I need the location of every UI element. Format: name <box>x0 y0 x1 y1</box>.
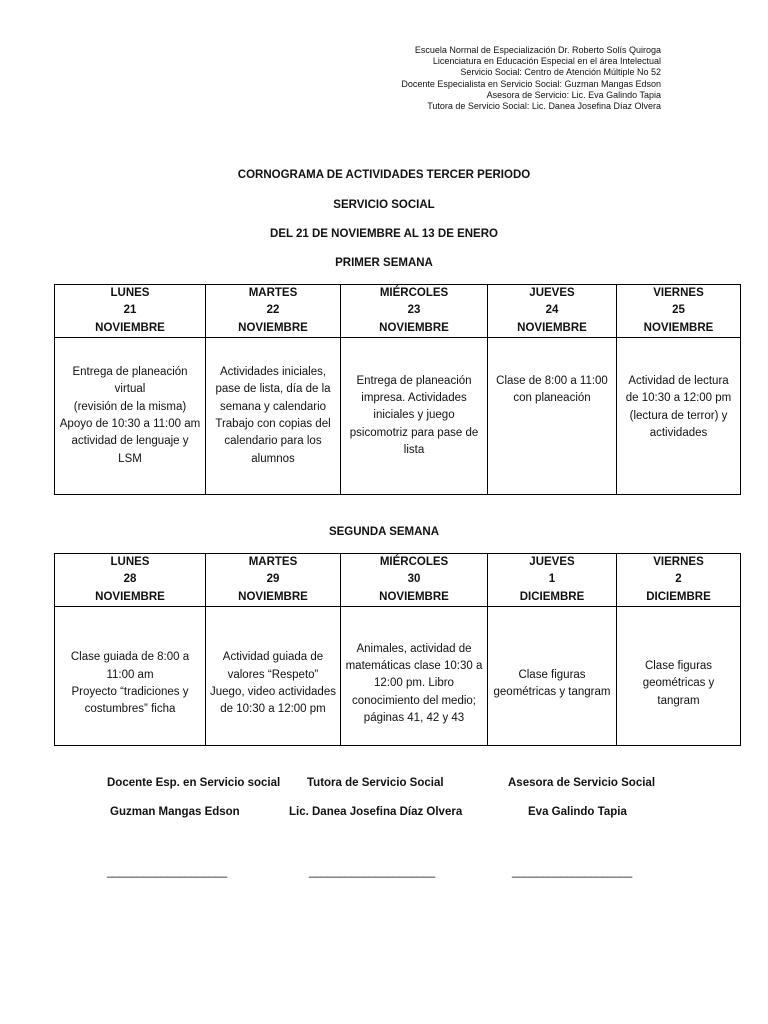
activity-cell: Clase de 8:00 a 11:00 con planeación <box>488 338 617 495</box>
day-header-martes: MARTES 29 NOVIEMBRE <box>206 554 341 607</box>
signature-line-asesora: ____________________ <box>512 866 632 878</box>
activity-cell: Actividad guiada de valores “Respeto” Juego, video actividades de 10:30 a 12:00 pm <box>206 607 341 746</box>
header-line: Licenciatura en Educación Especial en el área Intelectual <box>432 56 661 67</box>
week1-schedule-table <box>54 284 741 495</box>
day-header-lunes: LUNES 21 NOVIEMBRE <box>55 285 206 338</box>
date-range: DEL 21 DE NOVIEMBRE AL 13 DE ENERO <box>270 228 498 240</box>
day-header-lunes: LUNES 28 NOVIEMBRE <box>55 554 206 607</box>
header-line: Asesora de Servicio: Lic. Eva Galindo Tapia <box>486 89 661 100</box>
table-row <box>55 338 741 495</box>
signature-name-tutora: Lic. Danea Josefina Díaz Olvera <box>289 806 463 818</box>
header-line: Tutora de Servicio Social: Lic. Danea Josefina Díaz Olvera <box>427 101 661 112</box>
signature-name-docente: Guzman Mangas Edson <box>110 806 240 818</box>
table-header-row <box>55 554 741 607</box>
header-line: Servicio Social: Centro de Atención Múltiple No 52 <box>460 67 661 78</box>
activity-cell: Clase figuras geométricas y tangram <box>488 607 617 746</box>
day-header-miercoles: MIÉRCOLES 23 NOVIEMBRE <box>341 285 488 338</box>
signature-role-asesora: Asesora de Servicio Social <box>508 777 656 789</box>
activity-cell: Clase figuras geométricas y tangram <box>617 607 741 746</box>
signature-line-docente: ____________________ <box>107 866 227 878</box>
signature-role-tutora: Tutora de Servicio Social <box>307 777 444 789</box>
day-header-viernes: VIERNES 2 DICIEMBRE <box>617 554 741 607</box>
activity-cell: Animales, actividad de matemáticas clase 10:30 a 12:00 pm. Libro conocimiento del medio; páginas 41, 42 y 43 <box>341 607 488 746</box>
header-line: Escuela Normal de Especialización Dr. Roberto Solís Quiroga <box>414 45 661 55</box>
document-subtitle: SERVICIO SOCIAL <box>333 199 435 211</box>
activity-cell: Entrega de planeación impresa. Actividades iniciales y juego psicomotriz para pase de lista <box>341 338 488 495</box>
week1-title: PRIMER SEMANA <box>335 257 433 269</box>
week2-schedule-table <box>54 553 741 746</box>
day-header-jueves: JUEVES 24 NOVIEMBRE <box>488 285 617 338</box>
day-header-miercoles: MIÉRCOLES 30 NOVIEMBRE <box>341 554 488 607</box>
document-title: CORNOGRAMA DE ACTIVIDADES TERCER PERIODO <box>237 169 531 181</box>
day-header-viernes: VIERNES 25 NOVIEMBRE <box>617 285 741 338</box>
day-header-martes: MARTES 22 NOVIEMBRE <box>206 285 341 338</box>
day-header-jueves: JUEVES 1 DICIEMBRE <box>488 554 617 607</box>
signature-line-tutora: _____________________ <box>309 866 435 878</box>
week2-title: SEGUNDA SEMANA <box>328 526 440 538</box>
signature-role-docente: Docente Esp. en Servicio social <box>107 777 281 789</box>
activity-cell: Actividades iniciales, pase de lista, día de la semana y calendario Trabajo con copias del calendario para los alumnos <box>206 338 341 495</box>
activity-cell: Actividad de lectura de 10:30 a 12:00 pm (lectura de terror) y actividades <box>617 338 741 495</box>
activity-cell: Entrega de planeación virtual (revisión de la misma) Apoyo de 10:30 a 11:00 am actividad de lenguaje y LSM <box>55 338 206 495</box>
table-header-row <box>55 285 741 338</box>
institution-header <box>401 45 661 112</box>
activity-cell: Clase guiada de 8:00 a 11:00 am Proyecto “tradiciones y costumbres” ficha <box>55 607 206 746</box>
signature-name-asesora: Eva Galindo Tapia <box>528 806 627 818</box>
header-line: Docente Especialista en Servicio Social: Guzman Mangas Edson <box>401 78 661 89</box>
table-row <box>55 607 741 746</box>
